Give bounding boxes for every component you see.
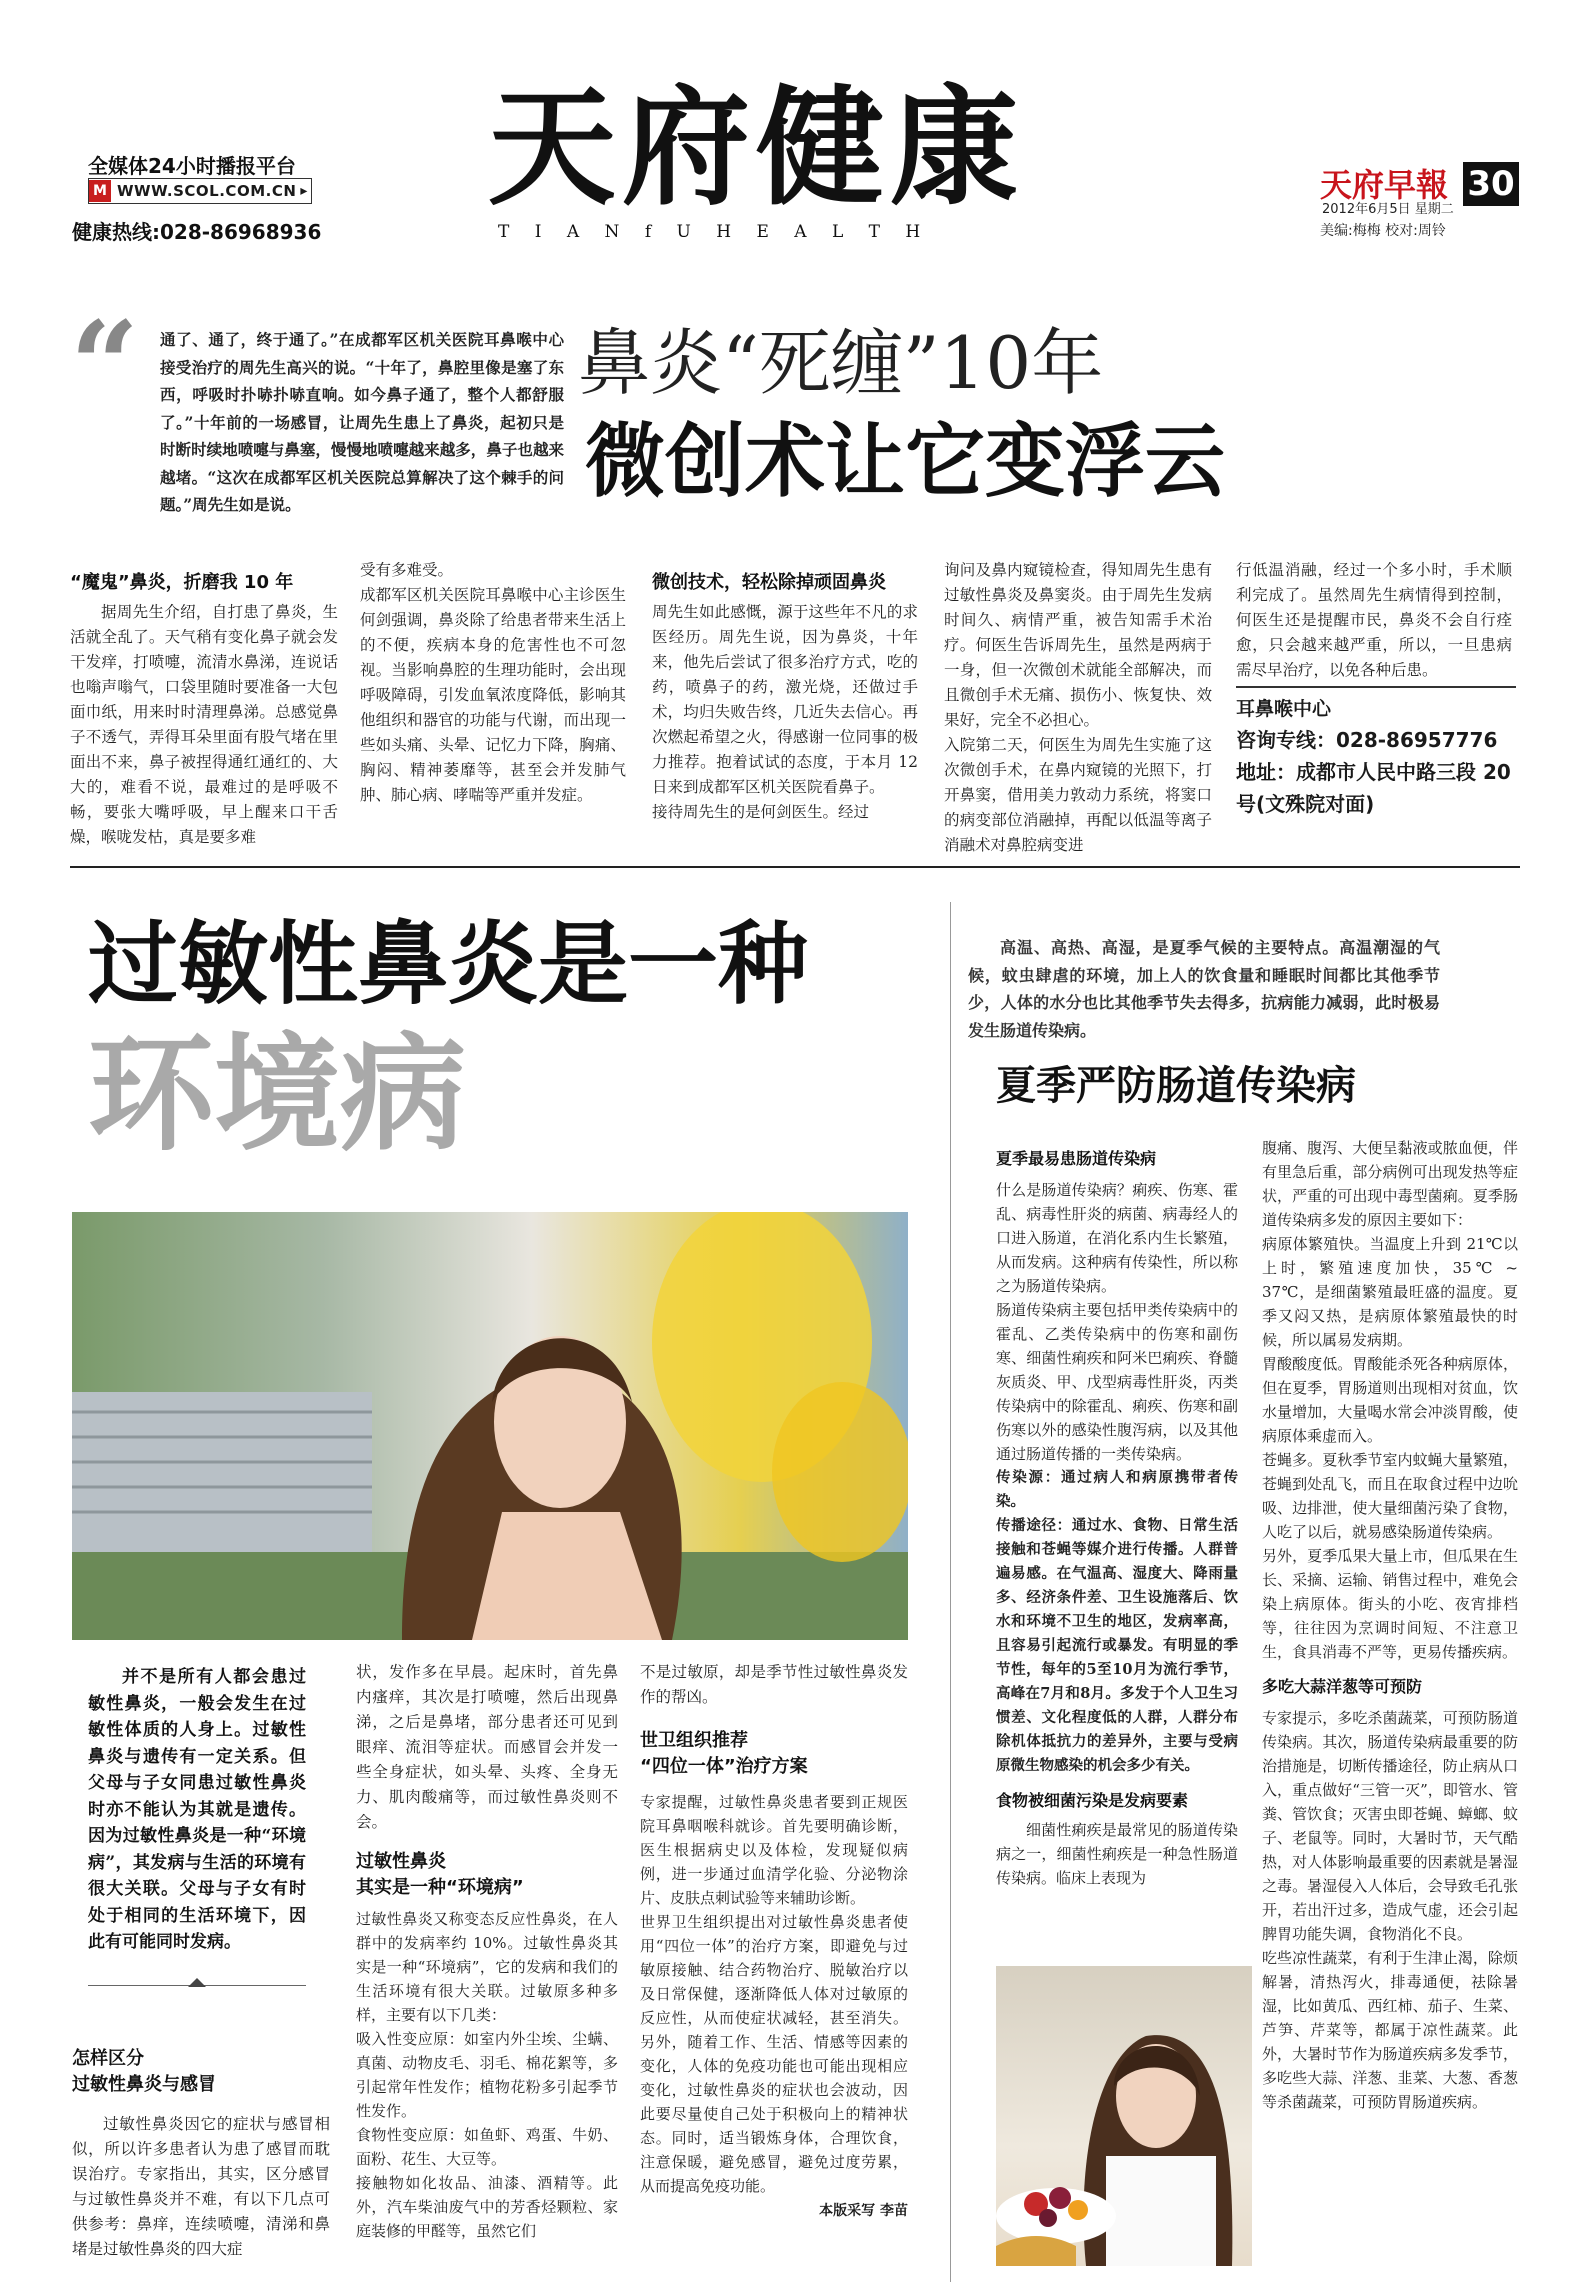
article2-col3-text-a: 不是过敏原，却是季节性过敏性鼻炎发作的帮凶。 — [640, 1663, 908, 1706]
article2-subhead-2b: 其实是一种“环境病” — [356, 1877, 524, 1898]
article2-col3-text-b: 专家提醒，过敏性鼻炎患者要到正规医院耳鼻咽喉科就诊。首先要明确诊断，医生根据病史以及体检，发现疑似病例，进一步通过血清学化验、分泌物涂片、皮肤点刺试验等来辅助诊断。 世界卫生组织提出对过敏性鼻炎患者使用“四位一体”的治疗方案，即避免与过敏原接触、结合药物治疗、脱敏治疗以及日常保健，逐渐降低人体对过敏原的反应性，从而使症状减轻，甚至消失。另外，随着工作、生活、情感等因素的变化，人体的免疫功能也可能出现相应变化，过敏性鼻炎的症状也会波动，因此要尽量使自己处于积极向上的精神状态。同时，适当锻炼身体，合理饮食，注意保暖，避免感冒，避免过度劳累，从而提高免疫功能。 — [640, 1793, 908, 2195]
paper-name: 天府早報 — [1320, 166, 1449, 204]
woman-with-fruit-photo — [996, 1966, 1252, 2266]
article3-spread-source: 传染源：通过病人和病原携带者传染。 — [996, 1469, 1238, 1510]
article3-subhead-1: 夏季最易患肠道传染病 — [996, 1149, 1157, 1168]
article2-col3 — [640, 1660, 908, 2220]
contact-phone: 咨询专线：028-86957776 — [1236, 728, 1498, 752]
article1-col3 — [652, 564, 918, 825]
section-divider — [70, 866, 1520, 868]
contact-address: 地址：成都市人民中路三段 20 号(文殊院对面) — [1236, 760, 1511, 816]
issue-date: 2012年6月5日 星期二 — [1322, 202, 1454, 217]
woman-portrait-photo — [72, 1212, 908, 1640]
article2-subhead-3b: “四位一体”治疗方案 — [640, 1756, 808, 1777]
article2-col2 — [356, 1660, 618, 2243]
website-box[interactable] — [88, 178, 312, 204]
article1-col3-text: 周先生如此感慨，源于这些年不凡的求医经历。周先生说，因为鼻炎，十年来，他先后尝试了很多治疗方式，吃的药，喷鼻子的药，激光烧，还做过手术，均归失败告终，几近失去信心。再次燃起希望之火，得感谢一位同事的极力推荐。抱着试试的态度，于本月 12 日来到成都军区机关医院看鼻子。 接待周先生的是何剑医生。经过 — [652, 603, 918, 821]
cursor-icon: ▸ — [300, 183, 308, 199]
article2-col2-text-a: 状，发作多在早晨。起床时，首先鼻内瘙痒，其次是打喷嚏，然后出现鼻涕，之后是鼻堵，部分患者还可见到眼痒、流泪等症状。而感冒会并发一些全身症状，如头晕、头疼、全身无力、肌肉酸痛等，而过敏性鼻炎则不会。 — [356, 1663, 618, 1831]
article1-subhead-2: 微创技术，轻松除掉顽固鼻炎 — [652, 572, 886, 593]
article3-col1-text: 什么是肠道传染病？痢疾、伤寒、霍乱、病毒性肝炎的病菌、病毒经人的口进入肠道，在消化系内生长繁殖，从而发病。这种病有传染性，所以称之为肠道传染病。 肠道传染病主要包括甲类传染病中的霍乱、乙类传染病中的伤寒和副伤寒、细菌性痢疾和阿米巴痢疾、脊髓灰质炎、甲、戊型病毒性肝炎，丙类传染病中的除霍乱、痢疾、伤寒和副伤寒以外的感染性腹泻病，以及其他通过肠道传播的一类传染病。 — [996, 1181, 1238, 1463]
health-hotline: 健康热线:028-86968936 — [72, 220, 322, 244]
contact-box — [1236, 686, 1516, 820]
article3-subhead-2: 食物被细菌污染是发病要素 — [996, 1791, 1189, 1810]
article1-headline-1: 鼻炎“死缠”10年 — [578, 321, 1104, 405]
article3-col2-text: 细菌性痢疾是最常见的肠道传染病之一，细菌性痢疾是一种急性肠道传染病。临床上表现为 — [996, 1821, 1238, 1887]
article3-headline: 夏季严防肠道传染病 — [996, 1062, 1356, 1109]
article2-col2-text-b: 过敏性鼻炎又称变态反应性鼻炎，在人群中的发病率约 10%。过敏性鼻炎其实是一种“环境病”，它的发病和我们的生活环境有很大关联。过敏原多种多样，主要有以下几类： 吸入性变应原：如室内外尘埃、尘螨、真菌、动物皮毛、羽毛、棉花絮等，多引起常年性发作；植物花粉多引起季节性发作。 食物性变应原：如鱼虾、鸡蛋、牛奶、面粉、花生、大豆等。 接触物如化妆品、油漆、酒精等。此外，汽车柴油废气中的芳香烃颗粒、家庭装修的甲醛等，虽然它们 — [356, 1910, 618, 2240]
article2-col1-text: 过敏性鼻炎因它的症状与感冒相似，所以许多患者认为患了感冒而耽误治疗。专家指出，其实，区分感冒与过敏性鼻炎并不难，有以下几点可供参考：鼻痒，连续喷嚏，清涕和鼻堵是过敏性鼻炎的四大症 — [72, 2115, 330, 2258]
platform-label: 全媒体24小时播报平台 — [88, 154, 296, 178]
article2-headline-2: 环境病 — [88, 1020, 466, 1168]
triangle-icon — [188, 1978, 206, 1987]
article1-col1-text: 据周先生介绍，自打患了鼻炎，生活就全乱了。天气稍有变化鼻子就会发干发痒，打喷嚏，流清水鼻涕，连说话也嗡声嗡气，口袋里随时要准备一大包面巾纸，用来时时清理鼻涕。总感觉鼻子不透气，弄得耳朵里面有股气堵在里面出不来，鼻子被捏得通红通红的、大大的，难看不说，最难过的是呼吸不畅，要张大嘴呼吸，早上醒来口干舌燥，喉咙发枯，真是要多难 — [70, 603, 338, 846]
article1-col4: 询问及鼻内窥镜检查，得知周先生患有过敏性鼻炎及鼻窦炎。由于周先生发病时间久、病情严重，被告知需手术治疗。何医生告诉周先生，虽然是两病于一身，但一次微创术就能全部解决，而且微创手术无痛、损伤小、恢复快、效果好，完全不必担心。 入院第二天，何医生为周先生实施了这次微创手术，在鼻内窥镜的光照下，打开鼻窦，借用美力敦动力系统，将窦口的病变部位消融掉，再配以低温等离子消融术对鼻腔病变进 — [944, 561, 1212, 854]
intro-ornament — [88, 1978, 306, 1992]
contact-department: 耳鼻喉中心 — [1236, 698, 1332, 720]
article2-subhead-3a: 世卫组织推荐 — [640, 1730, 748, 1751]
article2-intro: 并不是所有人都会患过敏性鼻炎，一般会发生在过敏性体质的人身上。过敏性鼻炎与遗传有一定关系。但父母与子女同患过敏性鼻炎时亦不能认为其就是遗传。因为过敏性鼻炎是一种“环境病”，其发病与生活的环境有很大关联。父母与子女有时处于相同的生活环境下，因此有可能同时发病。 — [88, 1667, 306, 1952]
article1-headline-2: 微创术让它变浮云 — [585, 415, 1225, 508]
article2-headline-1: 过敏性鼻炎是一种 — [88, 912, 808, 1017]
masthead-title-en: T I A N f U H E A L T H — [498, 222, 931, 242]
article3-intro: 高温、高热、高湿，是夏季气候的主要特点。高温潮湿的气候，蚊虫肆虐的环境，加上人的饮食量和睡眠时间都比其他季节少，人体的水分也比其他季节失去得多，抗病能力减弱，此时极易发生肠道传染病。 — [968, 938, 1440, 1040]
article3-col3-text: 腹痛、腹泻、大便呈黏液或脓血便，伴有里急后重，部分病例可出现发热等症状，严重的可出现中毒型菌痢。夏季肠道传染病多发的原因主要如下： 病原体繁殖快。当温度上升到 21℃以上时，繁殖速度加快，35℃ ~ 37℃，是细菌繁殖最旺盛的温度。夏季又闷又热，是病原体繁殖最快的时候，所以属易发病期。 胃酸酸度低。胃酸能杀死各种病原体，但在夏季，胃肠道则出现相对贫血，饮水量增加，大量喝水常会冲淡胃酸，使病原体乘虚而入。 苍蝇多。夏秋季节室内蚊蝇大量繁殖，苍蝇到处乱飞，而且在取食过程中边吮吸、边排泄，使大量细菌污染了食物，人吃了以后，就易感染肠道传染病。 另外，夏季瓜果大量上市，但瓜果在生长、采摘、运输、销售过程中，难免会染上病原体。街头的小吃、夜宵排档等，往往因为烹调时间短、不注意卫生，食具消毒不严等，更易传播疾病。 — [1262, 1139, 1518, 1661]
article2-subhead-2a: 过敏性鼻炎 — [356, 1851, 446, 1872]
article1-col1 — [70, 564, 338, 850]
article1-col5: 行低温消融，经过一个多小时，手术顺利完成了。虽然周先生病情得到控制，何医生还是提醒市民，鼻炎不会自行痊愈，只会越来越严重，所以，一旦患病需尽早治疗，以免各种后患。 — [1236, 561, 1512, 679]
article2-subhead-1a: 怎样区分 — [72, 2048, 144, 2069]
article1-subhead-1: “魔鬼”鼻炎，折磨我 10 年 — [70, 572, 294, 593]
quote-mark: “ — [70, 295, 140, 436]
editors-credit: 美编:梅梅 校对:周铃 — [1320, 223, 1446, 239]
article3-col2 — [1262, 1136, 1518, 2114]
article3-spread-route: 传播途径：通过水、食物、日常生活接触和苍蝇等媒介进行传播。人群普遍易感。在气温高、湿度大、降雨量多、经济条件差、卫生设施落后、饮水和环境不卫生的地区，发病率高，且容易引起流行或暴发。有明显的季节性，每年的5至10月为流行季节，高峰在7月和8月。多发于个人卫生习惯差、文化程度低的人群，人群分布除机体抵抗力的差异外，主要与受病原微生物感染的机会多少有关。 — [996, 1517, 1238, 1774]
column-divider — [950, 902, 951, 2282]
article2-subhead-1b: 过敏性鼻炎与感冒 — [72, 2074, 216, 2095]
site-logo-icon: M — [89, 180, 111, 202]
website-url: WWW.SCOL.COM.CN — [117, 182, 297, 200]
masthead-title: 天府健康 — [488, 73, 1025, 223]
article2-col1 — [72, 2046, 330, 2262]
page-number: 30 — [1463, 162, 1519, 206]
article3-subhead-3: 多吃大蒜洋葱等可预防 — [1262, 1677, 1423, 1696]
article2-byline: 本版采写 李苗 — [819, 2203, 908, 2219]
article3-col4-text: 专家提示，多吃杀菌蔬菜，可预防肠道传染病。其次，肠道传染病最重要的防治措施是，切断传播途径，防止病从口入，重点做好“三管一灭”，即管水、管粪、管饮食；灭害虫即苍蝇、蟑螂、蚊子、老鼠等。同时，大暑时节，天气酷热，对人体影响最重要的因素就是暑湿之毒。暑湿侵入人体后，会导致毛孔张开，若出汗过多，造成气虚，还会引起脾胃功能失调，食物消化不良。 吃些凉性蔬菜，有利于生津止渴，除烦解暑，清热泻火，排毒通便，祛除暑湿，比如黄瓜、西红柿、茄子、生菜、芦笋、芹菜等，都属于凉性蔬菜。此外，大暑时节作为肠道疾病多发季节，多吃些大蒜、洋葱、韭菜、大葱、香葱等杀菌蔬菜，可预防胃肠道疾病。 — [1262, 1709, 1518, 2111]
article1-col2: 受有多难受。 成都军区机关医院耳鼻喉中心主诊医生何剑强调，鼻炎除了给患者带来生活上的不便，疾病本身的危害性也不可忽视。当影响鼻腔的生理功能时，会出现呼吸障碍，引发血氧浓度降低，影响其他组织和器官的功能与代谢，而出现一些如头痛、头晕、记忆力下降，胸痛、胸闷、精神萎靡等，甚至会并发肺气肿、肺心病、哮喘等严重并发症。 — [360, 561, 626, 804]
article3-col1 — [996, 1146, 1238, 1890]
article1-intro: 通了、通了，终于通了。”在成都军区机关医院耳鼻喉中心接受治疗的周先生高兴的说。“十年了，鼻腔里像是塞了东西，呼吸时扑哧扑哧直响。如今鼻子通了，整个人都舒服了。”十年前的一场感冒，让周先生患上了鼻炎，起初只是时断时续地喷嚏与鼻塞，慢慢地喷嚏越来越多，鼻子也越来越堵。“这次在成都军区机关医院总算解决了这个棘手的问题。”周先生如是说。 — [160, 330, 564, 514]
